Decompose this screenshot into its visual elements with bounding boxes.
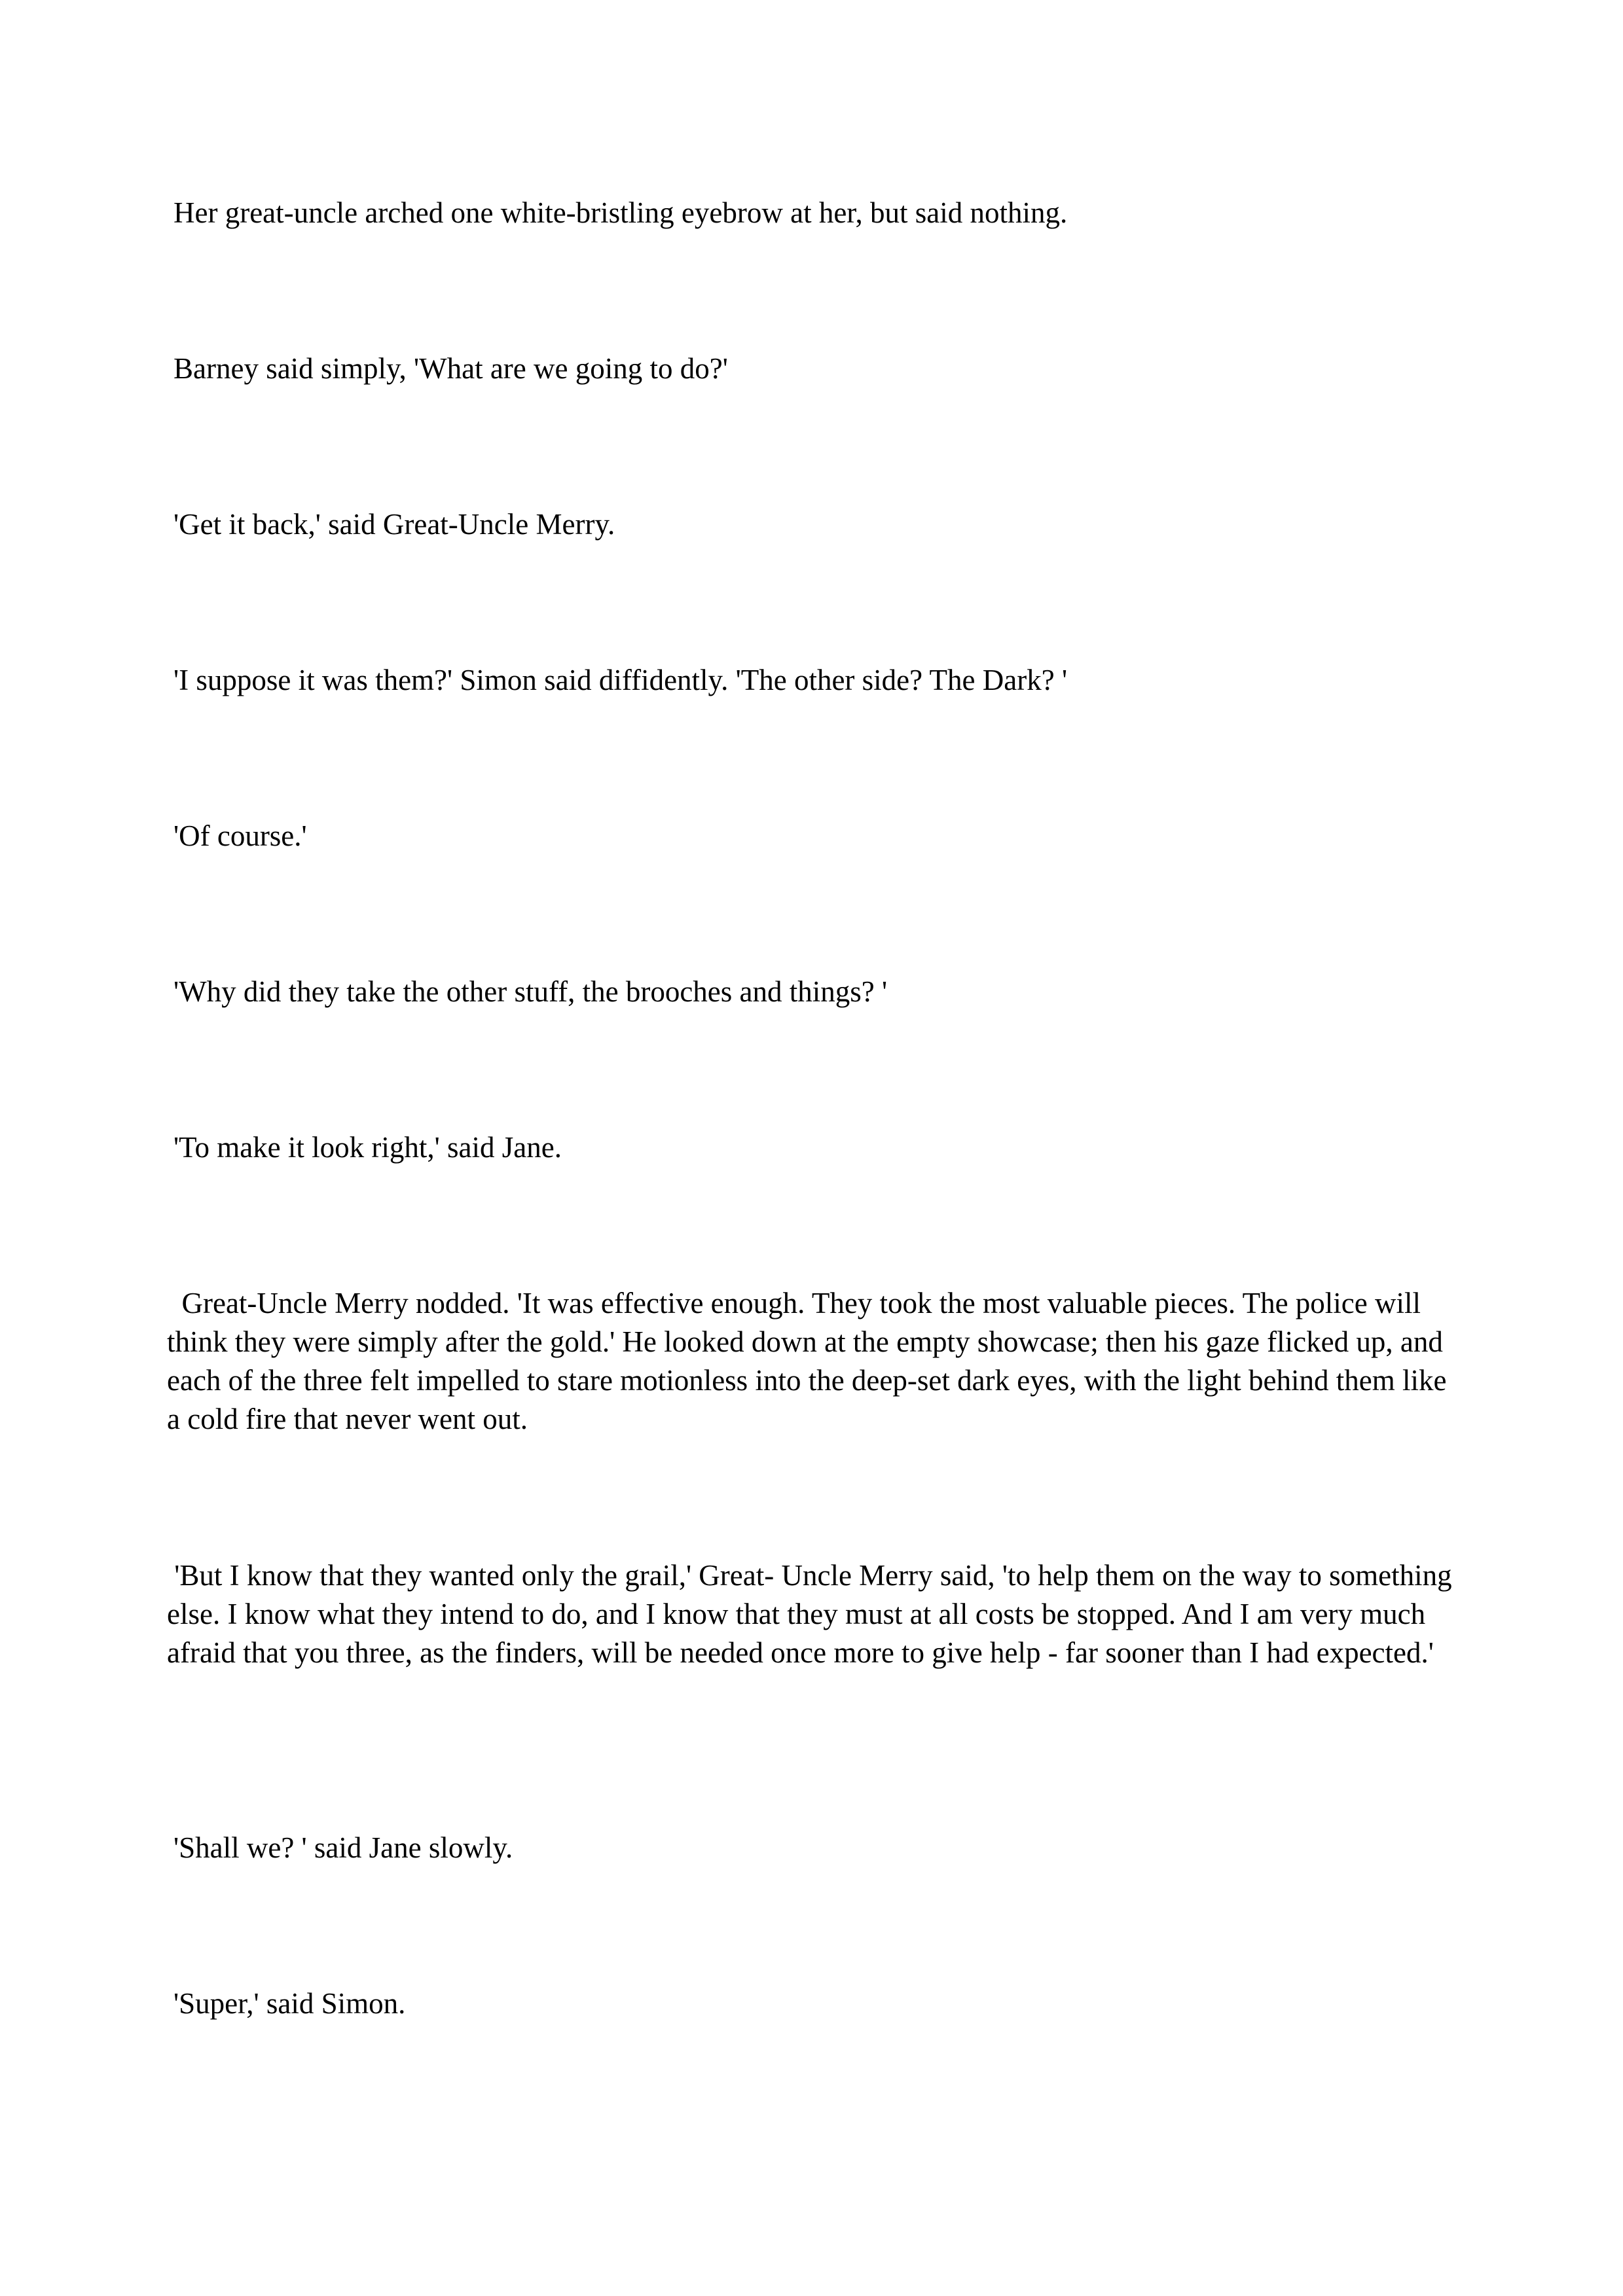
paragraph: 'But I know that they wanted only the grail,' Great- Uncle Merry said, 'to help them on the way to something else. I know what they intend to do, and I know that they must at all costs be stopped. And I am very much afraid that you three, as the finders, will be needed once more to give help - far sooner than I had expected.' bbox=[167, 1559, 1459, 1669]
paragraph: 'I suppose it was them?' Simon said diffidently. 'The other side? The Dark? ' bbox=[173, 664, 1068, 696]
paragraph: Great-Uncle Merry nodded. 'It was effective enough. They took the most valuable pieces. The police will think they were simply after the gold.' He looked down at the empty showcase; then his gaze flicked up, and each of the three felt impelled to stare motionless into the deep-set dark eyes, with the light behind them like a cold fire that never went out. bbox=[167, 1287, 1454, 1435]
paragraph: Her great-uncle arched one white-bristling eyebrow at her, but said nothing. bbox=[173, 196, 1068, 229]
paragraph: Barney said simply, 'What are we going to do?' bbox=[173, 352, 728, 385]
paragraph: 'To make it look right,' said Jane. bbox=[173, 1131, 562, 1164]
paragraph: 'Super,' said Simon. bbox=[173, 1987, 406, 2020]
paragraph: 'Shall we? ' said Jane slowly. bbox=[173, 1831, 513, 1864]
paragraph: 'Of course.' bbox=[173, 819, 307, 852]
paragraph: 'Get it back,' said Great-Uncle Merry. bbox=[173, 508, 615, 541]
paragraph: 'Why did they take the other stuff, the brooches and things? ' bbox=[173, 975, 888, 1008]
